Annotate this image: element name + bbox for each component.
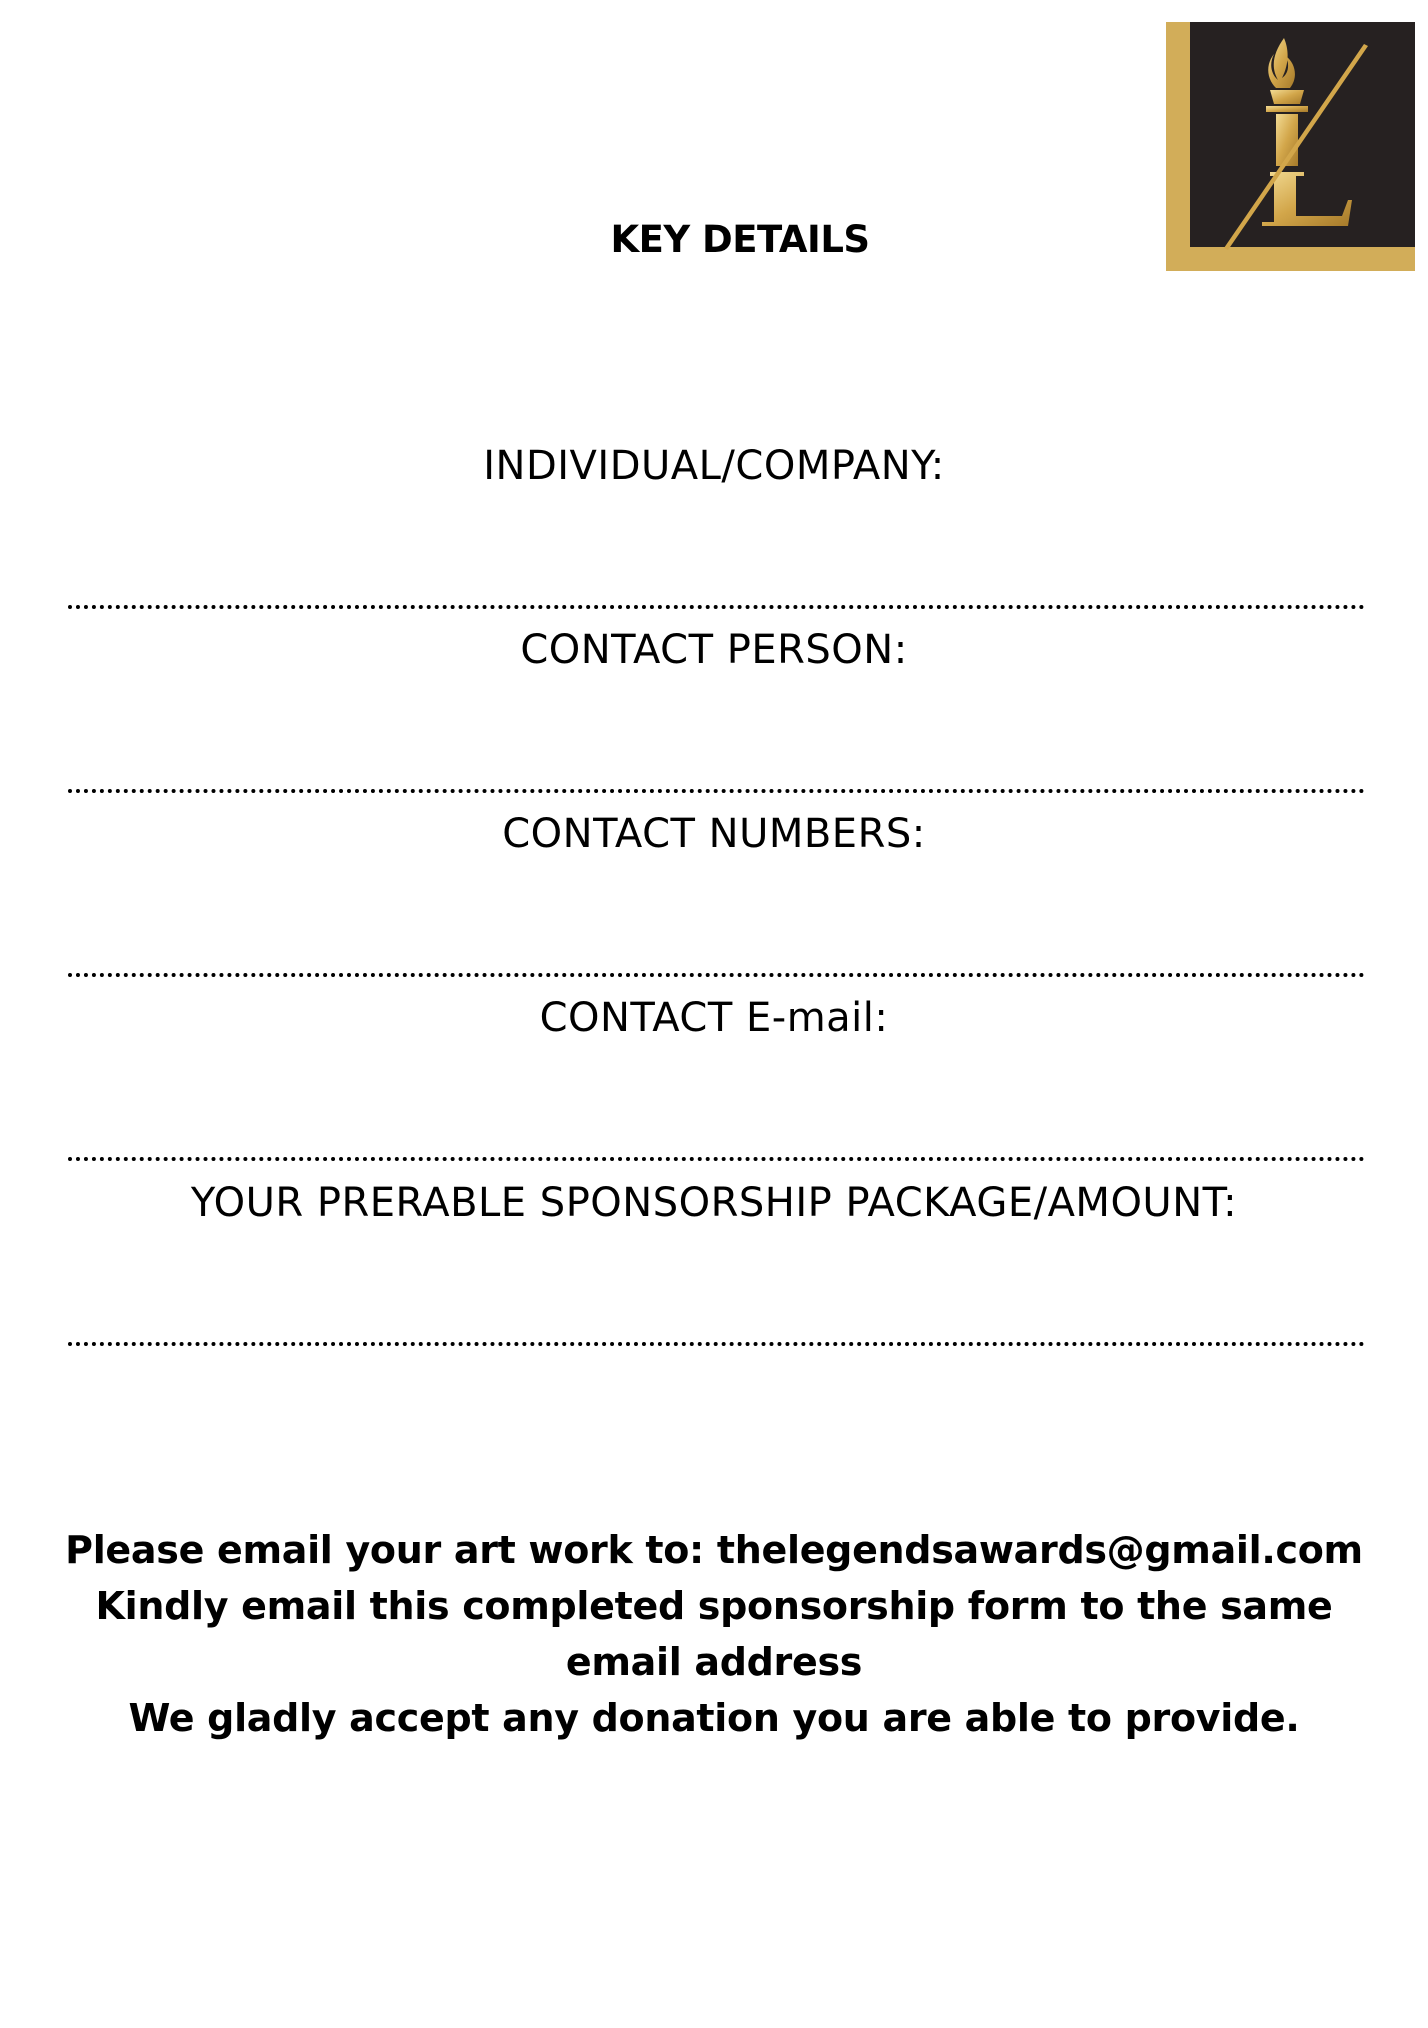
page-title: KEY DETAILS: [610, 218, 870, 261]
contact-email-fill-line[interactable]: [68, 1157, 1365, 1161]
contact-numbers-label: CONTACT NUMBERS:: [502, 811, 926, 857]
contact-email-label: CONTACT E-mail:: [539, 995, 889, 1041]
sponsorship-package-label: YOUR PRERABLE SPONSORSHIP PACKAGE/AMOUNT:: [190, 1180, 1238, 1226]
footer-instructions: [40, 1522, 1388, 1746]
contact-person-label: CONTACT PERSON:: [520, 627, 908, 673]
donation-note: We gladly accept any donation you are able to provide.: [128, 1696, 1300, 1740]
art-work-email-instruction: Please email your art work to: thelegendsawards@gmail.com: [65, 1528, 1363, 1572]
form-email-instruction: Kindly email this completed sponsorship form to the same email address: [95, 1584, 1333, 1684]
contact-numbers-fill-line[interactable]: [68, 973, 1365, 977]
individual-company-label: INDIVIDUAL/COMPANY:: [483, 443, 945, 489]
individual-company-fill-line[interactable]: [68, 605, 1365, 609]
sponsorship-package-fill-line[interactable]: [68, 1342, 1365, 1346]
contact-person-fill-line[interactable]: [68, 789, 1365, 793]
